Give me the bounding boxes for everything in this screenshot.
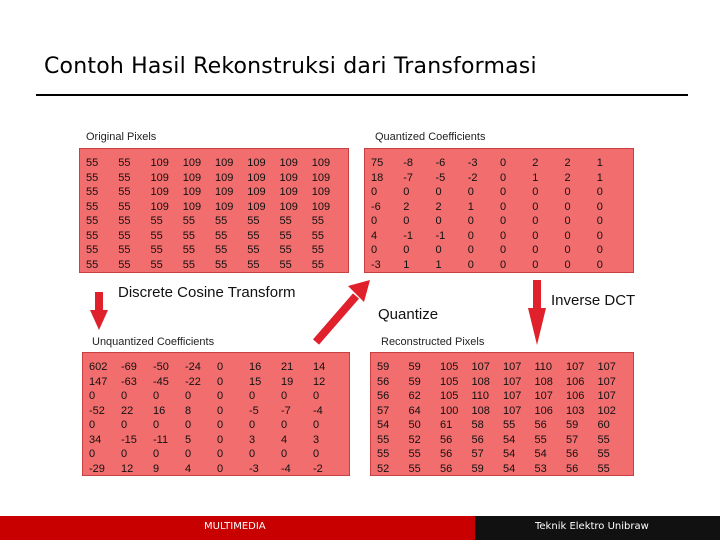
quantized-cell: 4 bbox=[371, 229, 378, 242]
unquantized-cell: -2 bbox=[313, 462, 323, 475]
unquantized-cell: -15 bbox=[121, 433, 137, 446]
unquantized-cell: 0 bbox=[313, 448, 320, 460]
original-cell: 109 bbox=[247, 186, 266, 198]
original-cell: 109 bbox=[150, 157, 169, 169]
quantized-cell: 0 bbox=[532, 244, 539, 256]
original-cell: 109 bbox=[215, 200, 234, 213]
original-cell: 109 bbox=[279, 200, 298, 213]
unquantized-cell: 0 bbox=[121, 419, 128, 431]
quantized-cell: -7 bbox=[403, 171, 414, 184]
quantized-cell: -6 bbox=[371, 200, 381, 213]
reconstructed-cell: 106 bbox=[566, 375, 585, 388]
quantized-cell: 0 bbox=[532, 258, 539, 271]
unquantized-cell: 0 bbox=[217, 433, 224, 446]
quantized-cell: -1 bbox=[435, 229, 446, 242]
original-cell: 55 bbox=[86, 258, 99, 271]
original-cell: 55 bbox=[118, 258, 131, 271]
unquantized-cell: -5 bbox=[249, 404, 259, 417]
original-cell: 109 bbox=[215, 171, 234, 184]
reconstructed-cell: 64 bbox=[408, 404, 421, 417]
reconstructed-cell: 56 bbox=[440, 462, 453, 475]
unquantized-cell: -45 bbox=[153, 375, 169, 388]
reconstructed-cell: 102 bbox=[597, 404, 616, 417]
reconstructed-cell: 100 bbox=[440, 404, 459, 417]
quantized-cell: 0 bbox=[467, 186, 474, 198]
original-cell: 55 bbox=[118, 171, 131, 184]
reconstructed-cell: 56 bbox=[534, 419, 547, 431]
reconstructed-cell: 59 bbox=[408, 375, 421, 388]
quantized-cell: 0 bbox=[467, 215, 474, 227]
unquantized-cell: 16 bbox=[249, 361, 262, 373]
quantized-cell: 0 bbox=[371, 215, 378, 227]
original-cell: 55 bbox=[182, 244, 195, 256]
reconstructed-cell: 54 bbox=[503, 433, 516, 446]
unquantized-cell: -7 bbox=[281, 404, 291, 417]
original-cell: 55 bbox=[215, 229, 228, 242]
unquantized-cell: 0 bbox=[281, 419, 288, 431]
original-cell: 109 bbox=[279, 171, 298, 184]
original-cell: 55 bbox=[182, 229, 195, 242]
quantized-cell: 2 bbox=[435, 200, 442, 213]
quantized-cell: 0 bbox=[564, 200, 571, 213]
inverse-dct-label: Inverse DCT bbox=[551, 292, 636, 309]
unquantized-cell: 0 bbox=[153, 448, 160, 460]
original-cell: 55 bbox=[150, 258, 163, 271]
original-cell: 109 bbox=[311, 157, 331, 169]
reconstructed-cell: 54 bbox=[534, 448, 547, 460]
quantized-cell: 1 bbox=[435, 258, 442, 271]
reconstructed-cell: 55 bbox=[534, 433, 547, 446]
reconstructed-cell: 107 bbox=[566, 361, 585, 373]
unquantized-cell: 0 bbox=[313, 419, 320, 431]
reconstructed-cell: 108 bbox=[471, 375, 490, 388]
original-cell: 109 bbox=[247, 200, 266, 213]
unquantized-cell: 0 bbox=[185, 419, 192, 431]
quantized-cell: 0 bbox=[435, 186, 442, 198]
quantized-cell: 2 bbox=[564, 171, 571, 184]
original-cell: 55 bbox=[311, 244, 324, 256]
original-cell: 109 bbox=[247, 157, 266, 169]
reconstructed-cell: 107 bbox=[503, 361, 522, 373]
reconstructed-cell: 107 bbox=[534, 390, 553, 402]
unquantized-cell: 4 bbox=[185, 462, 192, 475]
unquantized-cell: 0 bbox=[217, 419, 224, 431]
footer-multimedia: MULTIMEDIA bbox=[204, 521, 266, 532]
reconstructed-cell: 108 bbox=[534, 375, 553, 388]
original-cell: 55 bbox=[247, 244, 260, 256]
reconstructed-cell: 55 bbox=[597, 462, 610, 475]
original-cell: 55 bbox=[279, 244, 292, 256]
reconstructed-pixels-label: Reconstructed Pixels bbox=[381, 336, 485, 348]
quantize-label: Quantize bbox=[378, 306, 439, 323]
reconstructed-cell: 60 bbox=[597, 419, 610, 431]
unquantized-cell: 0 bbox=[313, 390, 320, 402]
reconstructed-cell: 107 bbox=[597, 390, 616, 402]
unquantized-coefficients-label: Unquantized Coefficients bbox=[92, 336, 215, 348]
unquantized-cell: 0 bbox=[249, 448, 256, 460]
reconstructed-cell: 107 bbox=[503, 375, 522, 388]
quantized-cell: 1 bbox=[467, 200, 474, 213]
original-cell: 55 bbox=[279, 215, 292, 227]
unquantized-cell: -4 bbox=[281, 462, 291, 475]
reconstructed-cell: 59 bbox=[471, 462, 484, 475]
unquantized-cell: 9 bbox=[153, 462, 160, 475]
original-cell: 55 bbox=[86, 215, 99, 227]
reconstructed-cell: 56 bbox=[440, 433, 453, 446]
unquantized-cell: 0 bbox=[217, 390, 224, 402]
unquantized-cell: 0 bbox=[89, 448, 96, 460]
quantized-cell: 0 bbox=[500, 200, 507, 213]
quantized-cell: 0 bbox=[467, 229, 474, 242]
unquantized-cell: 602 bbox=[89, 361, 108, 373]
unquantized-cell: 0 bbox=[249, 419, 256, 431]
quantized-cell: -3 bbox=[371, 258, 381, 271]
reconstructed-cell: 105 bbox=[440, 361, 459, 373]
original-cell: 55 bbox=[311, 215, 324, 227]
reconstructed-cell: 56 bbox=[471, 433, 484, 446]
footer-institution: Teknik Elektro Unibraw bbox=[535, 521, 649, 532]
reconstructed-cell: 61 bbox=[440, 419, 453, 431]
reconstructed-cell: 59 bbox=[408, 361, 421, 373]
unquantized-cell: 3 bbox=[249, 433, 256, 446]
reconstructed-cell: 106 bbox=[566, 390, 585, 402]
unquantized-cell: 22 bbox=[121, 404, 134, 417]
original-cell: 55 bbox=[118, 229, 131, 242]
dct-label: Discrete Cosine Transform bbox=[118, 284, 296, 301]
original-pixels-label: Original Pixels bbox=[86, 131, 157, 143]
unquantized-cell: 16 bbox=[153, 404, 166, 417]
original-cell: 55 bbox=[86, 171, 99, 184]
unquantized-cell: 0 bbox=[121, 390, 128, 402]
original-cell: 55 bbox=[86, 244, 99, 256]
reconstructed-cell: 103 bbox=[566, 404, 585, 417]
original-cell: 109 bbox=[311, 200, 331, 213]
reconstructed-cell: 56 bbox=[440, 448, 453, 460]
unquantized-cell: 0 bbox=[217, 448, 224, 460]
quantized-cell: 0 bbox=[596, 186, 603, 198]
reconstructed-cell: 55 bbox=[503, 419, 516, 431]
original-cell: 109 bbox=[182, 200, 202, 213]
slide-title: Contoh Hasil Rekonstruksi dari Transformasi bbox=[44, 54, 537, 79]
original-cell: 55 bbox=[215, 244, 228, 256]
quantized-cell: 0 bbox=[500, 244, 507, 256]
original-cell: 109 bbox=[215, 157, 234, 169]
quantized-cell: 0 bbox=[371, 244, 378, 256]
quantized-cell: 0 bbox=[532, 200, 539, 213]
quantized-cell: 0 bbox=[532, 186, 539, 198]
original-cell: 55 bbox=[311, 258, 324, 271]
original-cell: 109 bbox=[215, 186, 234, 198]
original-cell: 109 bbox=[150, 200, 169, 213]
reconstructed-cell: 55 bbox=[408, 448, 421, 460]
quantized-cell: -3 bbox=[467, 157, 478, 169]
original-cell: 109 bbox=[150, 186, 169, 198]
original-cell: 109 bbox=[182, 157, 202, 169]
unquantized-cell: 12 bbox=[121, 462, 134, 475]
unquantized-cell: -52 bbox=[89, 404, 105, 417]
reconstructed-cell: 55 bbox=[597, 448, 610, 460]
original-cell: 109 bbox=[311, 186, 331, 198]
quantized-cell: 1 bbox=[532, 171, 539, 184]
unquantized-cell: 8 bbox=[185, 404, 192, 417]
original-cell: 55 bbox=[118, 186, 131, 198]
reconstructed-cell: 56 bbox=[377, 375, 390, 388]
quantized-cell: 18 bbox=[371, 171, 384, 184]
original-cell: 55 bbox=[279, 229, 292, 242]
quantized-cell: 0 bbox=[403, 244, 410, 256]
quantized-cell: 0 bbox=[500, 186, 507, 198]
unquantized-cell: 3 bbox=[313, 433, 320, 446]
reconstructed-cell: 52 bbox=[377, 462, 390, 475]
original-cell: 55 bbox=[182, 215, 195, 227]
quantized-cell: 0 bbox=[596, 200, 603, 213]
unquantized-cell: 0 bbox=[121, 448, 128, 460]
quantized-cell: 0 bbox=[467, 258, 474, 271]
unquantized-cell: 15 bbox=[249, 375, 262, 388]
reconstructed-cell: 56 bbox=[566, 462, 579, 475]
reconstructed-cell: 107 bbox=[471, 361, 490, 373]
unquantized-cell: 19 bbox=[281, 375, 294, 388]
quantized-cell: 0 bbox=[564, 186, 571, 198]
original-cell: 55 bbox=[279, 258, 292, 271]
quantized-cell: 0 bbox=[467, 244, 474, 256]
reconstructed-cell: 107 bbox=[503, 404, 522, 417]
quantized-cell: 0 bbox=[403, 186, 410, 198]
unquantized-cell: 0 bbox=[185, 448, 192, 460]
unquantized-cell: 0 bbox=[185, 390, 192, 402]
unquantized-cell: 0 bbox=[249, 390, 256, 402]
original-cell: 109 bbox=[247, 171, 266, 184]
original-cell: 55 bbox=[118, 200, 131, 213]
quantized-cell: 0 bbox=[532, 229, 539, 242]
unquantized-cell: 12 bbox=[313, 375, 326, 388]
unquantized-cell: 0 bbox=[217, 404, 224, 417]
inverse-dct-arrow bbox=[528, 280, 546, 345]
reconstructed-cell: 54 bbox=[377, 419, 390, 431]
unquantized-cell: -63 bbox=[121, 375, 137, 388]
reconstructed-cell: 54 bbox=[503, 448, 516, 460]
original-cell: 109 bbox=[279, 186, 298, 198]
reconstructed-cell: 107 bbox=[597, 375, 616, 388]
unquantized-cell: -50 bbox=[153, 361, 169, 373]
quantized-cell: -8 bbox=[403, 157, 414, 169]
original-cell: 55 bbox=[247, 215, 260, 227]
quantized-cell: 0 bbox=[564, 258, 571, 271]
quantized-cell: 0 bbox=[371, 186, 378, 198]
quantized-cell: -1 bbox=[403, 229, 414, 242]
reconstructed-cell: 50 bbox=[408, 419, 421, 431]
original-cell: 55 bbox=[86, 157, 99, 169]
quantized-cell: 1 bbox=[596, 171, 603, 184]
unquantized-cell: 0 bbox=[89, 390, 96, 402]
unquantized-cell: 21 bbox=[281, 361, 294, 373]
unquantized-cell: -22 bbox=[185, 375, 201, 388]
reconstructed-cell: 56 bbox=[377, 390, 390, 402]
quantized-cell: 0 bbox=[596, 229, 603, 242]
original-cell: 55 bbox=[118, 244, 131, 256]
dct-arrow bbox=[90, 292, 108, 330]
reconstructed-cell: 59 bbox=[566, 419, 579, 431]
original-cell: 55 bbox=[247, 229, 260, 242]
quantized-cell: 75 bbox=[371, 157, 384, 169]
original-cell: 55 bbox=[86, 200, 99, 213]
reconstructed-cell: 62 bbox=[408, 390, 421, 402]
reconstructed-cell: 58 bbox=[471, 419, 484, 431]
reconstructed-cell: 56 bbox=[566, 448, 579, 460]
quantized-cell: 0 bbox=[500, 157, 507, 169]
quantized-cell: 0 bbox=[500, 229, 507, 242]
quantized-cell: 0 bbox=[596, 258, 603, 271]
unquantized-cell: 147 bbox=[89, 375, 108, 388]
unquantized-cell: 0 bbox=[281, 448, 288, 460]
original-cell: 55 bbox=[215, 258, 228, 271]
original-cell: 55 bbox=[182, 258, 195, 271]
unquantized-cell: 14 bbox=[313, 361, 326, 373]
unquantized-cell: -69 bbox=[121, 361, 137, 373]
original-cell: 109 bbox=[311, 171, 331, 184]
quantized-cell: -2 bbox=[467, 171, 478, 184]
quantized-cell: 2 bbox=[403, 200, 410, 213]
unquantized-cell: -3 bbox=[249, 462, 259, 475]
original-cell: 55 bbox=[311, 229, 324, 242]
reconstructed-cell: 59 bbox=[377, 361, 390, 373]
reconstructed-cell: 57 bbox=[566, 433, 579, 446]
quantized-cell: 0 bbox=[500, 215, 507, 227]
quantized-cell: 0 bbox=[435, 215, 442, 227]
unquantized-cell: 0 bbox=[89, 419, 96, 431]
quantized-coefficients-label: Quantized Coefficients bbox=[375, 131, 486, 143]
quantized-cell: 0 bbox=[403, 215, 410, 227]
quantized-cell: 0 bbox=[596, 215, 603, 227]
unquantized-cell: 0 bbox=[217, 361, 224, 373]
reconstructed-cell: 107 bbox=[597, 361, 616, 373]
quantized-cell: 0 bbox=[532, 215, 539, 227]
quantized-cell: 0 bbox=[500, 258, 507, 271]
unquantized-cell: 4 bbox=[281, 433, 288, 446]
original-cell: 55 bbox=[118, 215, 131, 227]
quantized-cell: 0 bbox=[435, 244, 442, 256]
quantized-cell: 0 bbox=[564, 244, 571, 256]
reconstructed-cell: 105 bbox=[440, 375, 459, 388]
reconstructed-cell: 55 bbox=[377, 448, 390, 460]
reconstructed-cell: 57 bbox=[377, 404, 390, 417]
quantized-cell: 0 bbox=[500, 171, 507, 184]
unquantized-cell: 5 bbox=[185, 433, 192, 446]
reconstructed-cell: 55 bbox=[597, 433, 610, 446]
unquantized-cell: -4 bbox=[313, 404, 323, 417]
unquantized-cell: 0 bbox=[153, 390, 160, 402]
quantized-cell: 1 bbox=[403, 258, 410, 271]
quantized-cell: -6 bbox=[435, 157, 446, 169]
unquantized-cell: 0 bbox=[217, 462, 224, 475]
quantized-cell: 0 bbox=[564, 215, 571, 227]
original-cell: 55 bbox=[86, 229, 99, 242]
unquantized-cell: 0 bbox=[217, 375, 224, 388]
unquantized-cell: 0 bbox=[153, 419, 160, 431]
unquantized-cell: -24 bbox=[185, 361, 201, 373]
original-cell: 109 bbox=[182, 171, 202, 184]
unquantized-cell: 0 bbox=[281, 390, 288, 402]
quantized-cell: 2 bbox=[564, 157, 571, 169]
quantized-cell: -5 bbox=[435, 171, 446, 184]
original-cell: 109 bbox=[150, 171, 169, 184]
original-cell: 55 bbox=[86, 186, 99, 198]
original-cell: 109 bbox=[182, 186, 202, 198]
unquantized-cell: -11 bbox=[153, 433, 169, 446]
reconstructed-cell: 105 bbox=[440, 390, 459, 402]
quantized-cell: 0 bbox=[596, 244, 603, 256]
original-cell: 55 bbox=[215, 215, 228, 227]
unquantized-cell: 34 bbox=[89, 433, 102, 446]
reconstructed-cell: 108 bbox=[471, 404, 490, 417]
reconstructed-cell: 107 bbox=[503, 390, 522, 402]
original-cell: 55 bbox=[247, 258, 260, 271]
original-cell: 55 bbox=[150, 215, 163, 227]
reconstructed-cell: 53 bbox=[534, 462, 547, 475]
quantized-cell: 0 bbox=[564, 229, 571, 242]
quantize-arrow bbox=[316, 280, 370, 342]
quantized-cell: 1 bbox=[596, 157, 603, 169]
reconstructed-cell: 110 bbox=[471, 390, 490, 402]
unquantized-cell: -29 bbox=[89, 462, 105, 475]
reconstructed-cell: 55 bbox=[408, 462, 421, 475]
quantized-cell: 2 bbox=[532, 157, 539, 169]
reconstructed-cell: 52 bbox=[408, 433, 421, 446]
original-cell: 55 bbox=[150, 244, 163, 256]
reconstructed-cell: 55 bbox=[377, 433, 390, 446]
reconstructed-cell: 54 bbox=[503, 462, 516, 475]
reconstructed-cell: 57 bbox=[471, 448, 484, 460]
reconstructed-cell: 110 bbox=[534, 361, 553, 373]
original-cell: 109 bbox=[279, 157, 298, 169]
original-cell: 55 bbox=[150, 229, 163, 242]
original-cell: 55 bbox=[118, 157, 131, 169]
reconstructed-cell: 106 bbox=[534, 404, 553, 417]
